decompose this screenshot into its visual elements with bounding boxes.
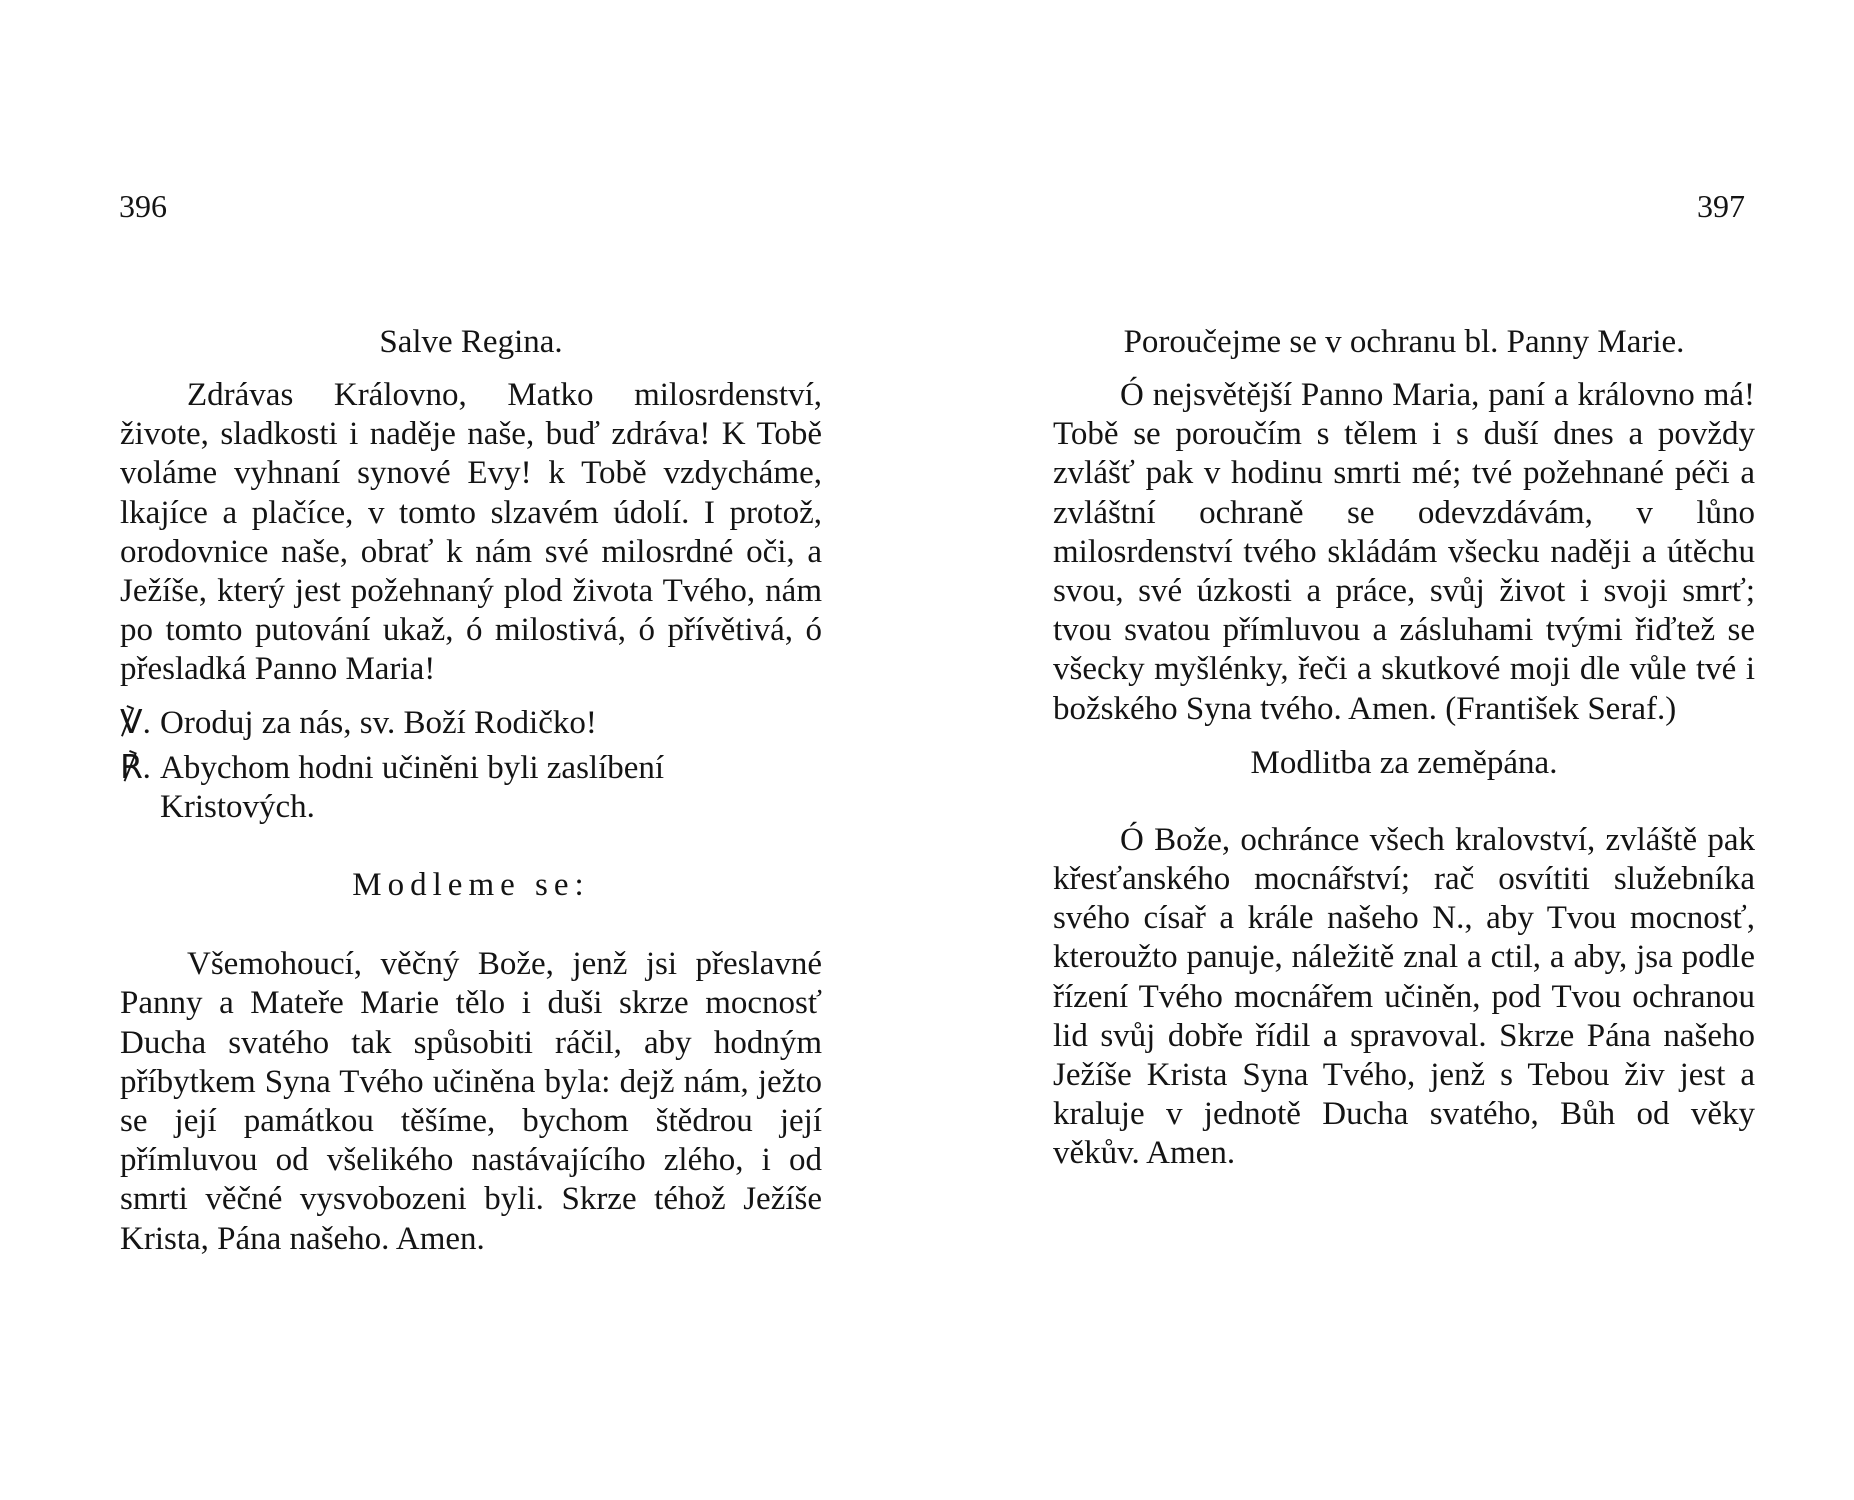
entrustment-title: Poroučejme se v ochranu bl. Panny Marie. <box>1123 324 1685 360</box>
collect-text: Všemohoucí, věčný Bože, jenž jsi přeslavné Panny a Mateře Marie tělo i duši skrze mocnosť Ducha svatého tak spůsobiti ráčil, aby hodným příbytkem Syna Tvého učiněna byla: dejž nám, ježto se její památkou těšíme, bychom štědrou její přímluvou od všelikého nastávajícího zlého, i od smrti věčné vysvobozeni byli. Skrze téhož Ježíše Krista, Pána našeho. Amen. <box>120 946 822 1257</box>
page-number-left: 396 <box>119 188 167 224</box>
left-column <box>120 322 822 1259</box>
entrustment-text: Ó nejsvětější Panno Maria, paní a královno má! Tobě se poroučím s tělem i s duší dnes a povždy zvlášť pak v hodinu smrti mé; tvé požehnané péči a zvláštní ochraně se odevzdávám, v lůno milosrdenství tvého skládám všecku naději a útěchu svou, své úzkosti a práce, svůj život i svoji smrť; tvou svatou přímluvou a zásluhami tvými řiďtež se všecky myšlénky, řeči a skutkové moji dle vůle tvé i božského Syna tvého. Amen. (František Seraf.) <box>1053 377 1755 727</box>
page-number-right: 397 <box>1697 188 1745 224</box>
right-page <box>927 0 1854 1500</box>
versicle-text: Oroduj za nás, sv. Boží Rodičko! <box>160 704 597 741</box>
prayer-heading: Modleme se: <box>352 867 590 904</box>
sovereign-prayer-heading: Modlitba za zeměpána. <box>1250 744 1558 781</box>
versicle-symbol: ℣. <box>120 704 151 741</box>
versicle-line <box>120 704 822 743</box>
response-line <box>120 749 822 827</box>
right-column <box>1053 322 1755 1174</box>
salve-regina-text: Zdrávas Královno, Matko milosrdenství, živote, sladkosti i naděje naše, buď zdráva! K Tobě voláme vyhnaní synové Evy! k Tobě vzdycháme, lkajíce a plačíce, v tomto slzavém údolí. I protož, orodovnice naše, obrať k nám své milosrdné oči, a Ježíše, který jest požehnaný plod života Tvého, nám po tomto putování ukaž, ó milostivá, ó přívětivá, ó přesladká Panno Maria! <box>120 377 822 688</box>
response-symbol: ℟. <box>120 749 151 786</box>
sovereign-prayer-text: Ó Bože, ochránce všech kralovství, zvláště pak křesťanského mocnářství; rač osvítiti služebníka svého císař a krále našeho N., aby Tvou mocnosť, kteroužto panuje, náležitě znal a ctil, a aby, jsa podle řízení Tvého mocnářem učiněn, pod Tvou ochranou lid svůj dobře řídil a spravoval. Skrze Pána našeho Ježíše Krista Syna Tvého, jenž s Tebou živ jest a kraluje v jednotě Ducha svatého, Bůh od věky věkův. Amen. <box>1053 821 1755 1172</box>
salve-regina-title: Salve Regina. <box>379 324 563 360</box>
response-text: Abychom hodni učiněni byli zaslíbení Kristových. <box>160 749 665 826</box>
